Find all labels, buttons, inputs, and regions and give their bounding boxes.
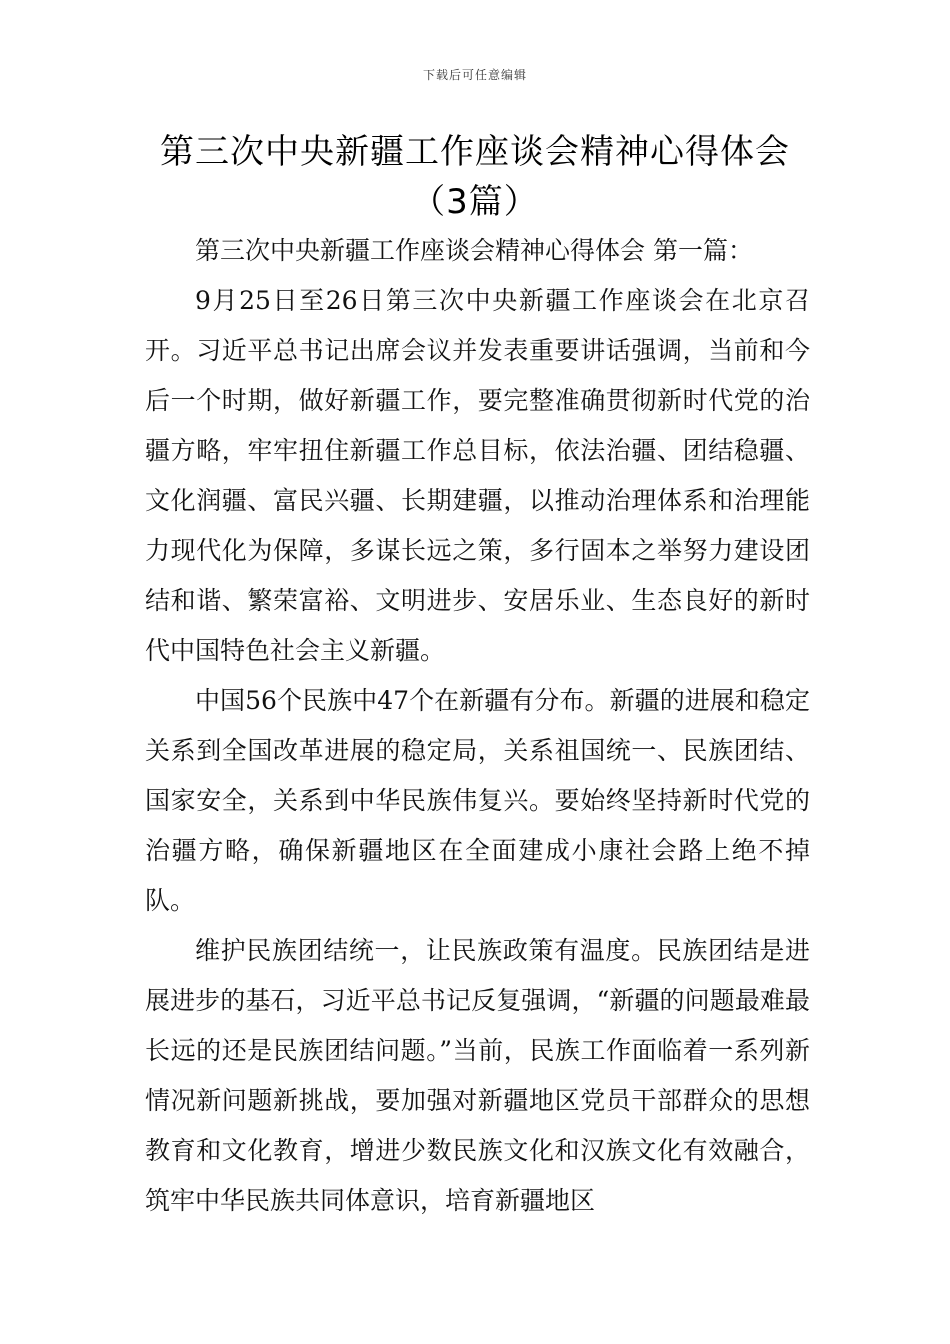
section-heading: 第三次中央新疆工作座谈会精神心得体会 第一篇： <box>195 236 753 265</box>
title-line-1: 第三次中央新疆工作座谈会精神心得体会 <box>160 132 790 172</box>
paragraph-1: 9月25日至26日第三次中央新疆工作座谈会在北京召开。习近平总书记出席会议并发表重要讲话强调，当前和今后一个时期，做好新疆工作，要完整准确贯彻新时代党的治疆方略，牢牢扭住新疆工作总目标，依法治疆、团结稳疆、文化润疆、富民兴疆、长期建疆，以推动治理体系和治理能力现代化为保障，多谋长远之策，多行固本之举努力建设团结和谐、繁荣富裕、文明进步、安居乐业、生态良好的新时代中国特色社会主义新疆。 <box>145 286 810 665</box>
document-body <box>145 226 810 1226</box>
header-note: 下载后可任意编辑 <box>422 68 527 82</box>
document-title <box>100 127 850 227</box>
title-line-2: （3篇） <box>411 182 539 222</box>
paragraph-3: 维护民族团结统一，让民族政策有温度。民族团结是进展进步的基石，习近平总书记反复强调，“新疆的问题最难最长远的还是民族团结问题。”当前，民族工作面临着一系列新情况新问题新挑战，要加强对新疆地区党员干部群众的思想教育和文化教育，增进少数民族文化和汉族文化有效融合，筑牢中华民族共同体意识，培育新疆地区 <box>145 936 810 1215</box>
paragraph-2: 中国56个民族中47个在新疆有分布。新疆的进展和稳定关系到全国改革进展的稳定局，关系祖国统一、民族团结、国家安全，关系到中华民族伟复兴。要始终坚持新时代党的治疆方略，确保新疆地区在全面建成小康社会路上绝不掉队。 <box>145 686 810 915</box>
